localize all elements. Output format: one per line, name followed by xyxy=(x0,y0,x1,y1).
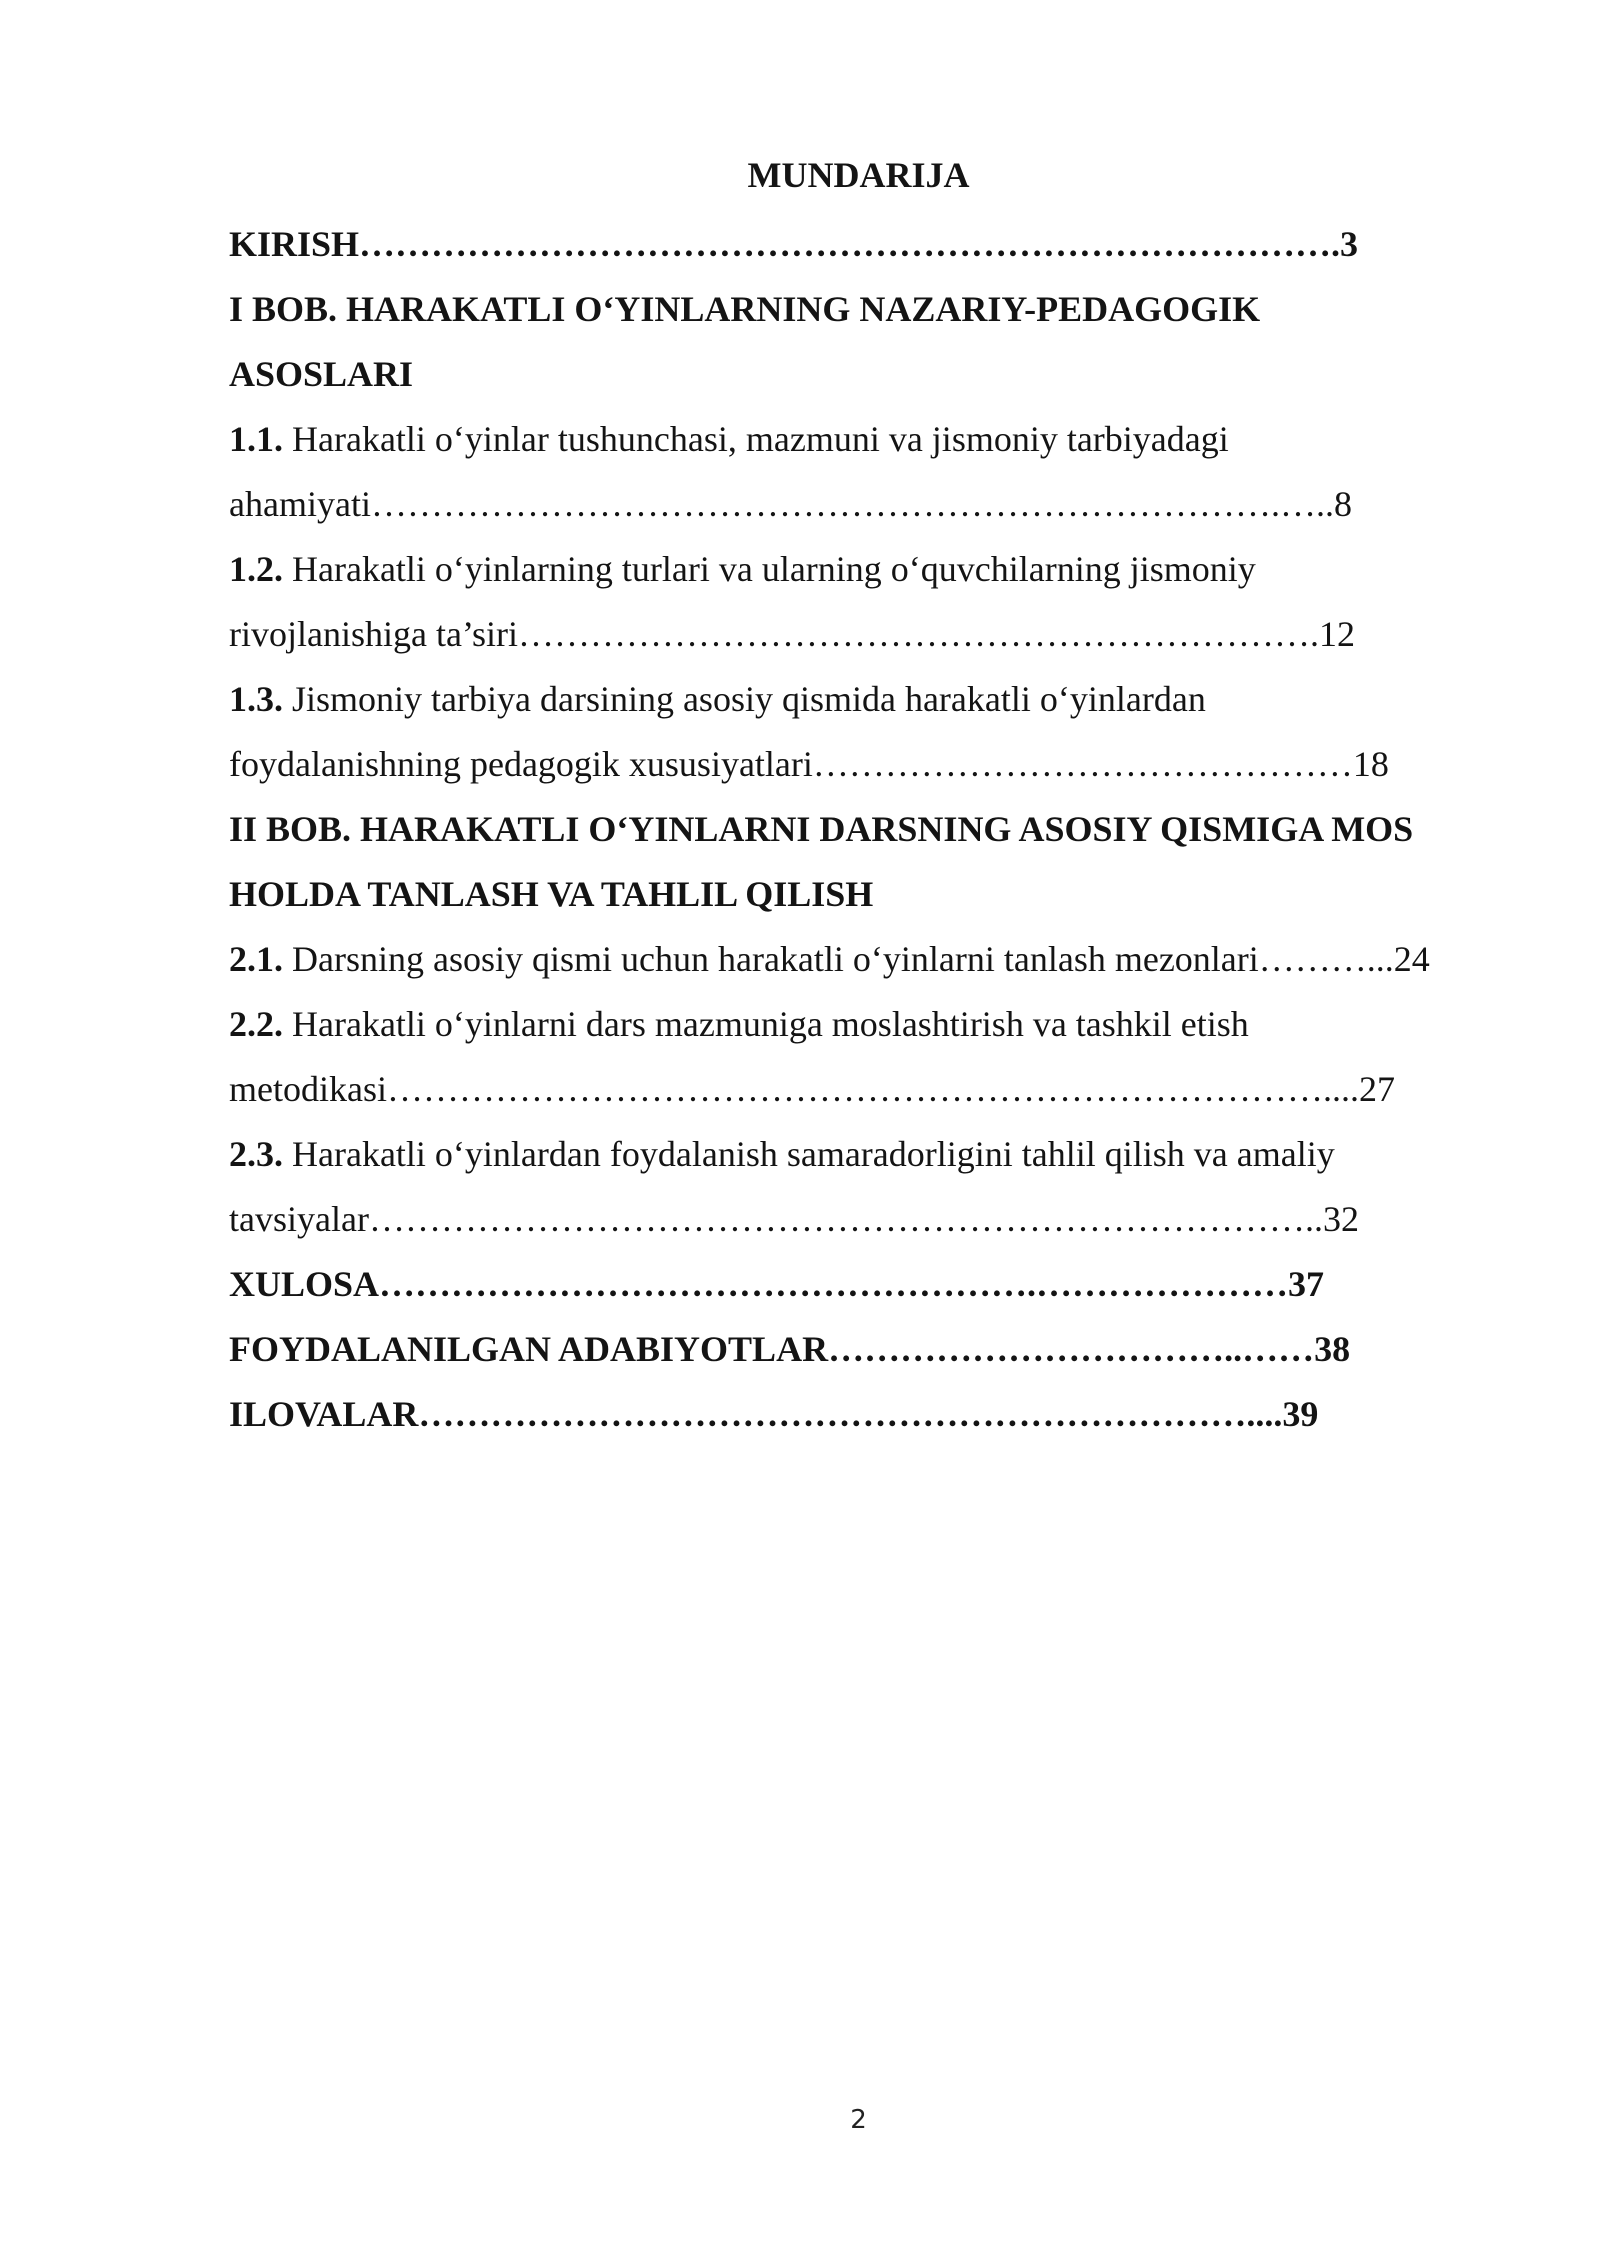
toc-entry-1-2-continued: rivojlanishiga ta’siri………………………………………………………….12 xyxy=(229,614,1355,654)
toc-chapter1-heading-line1: I BOB. HARAKATLI O‘YINLARNING NAZARIY-PEDAGOGIK xyxy=(229,289,1261,329)
section-number: 2.3. xyxy=(229,1134,283,1174)
page-number: 2 xyxy=(850,2105,867,2135)
section-title: Harakatli o‘yinlar tushunchasi, mazmuni va jismoniy tarbiyadagi xyxy=(283,419,1229,459)
toc-entry-2-1 xyxy=(229,927,1489,992)
page-title: MUNDARIJA xyxy=(747,155,970,195)
section-number: 1.3. xyxy=(229,679,283,719)
toc-chapter2-heading-line2: HOLDA TANLASH VA TAHLIL QILISH xyxy=(229,874,874,914)
section-title: Harakatli o‘yinlardan foydalanish samaradorligini tahlil qilish va amaliy xyxy=(283,1134,1335,1174)
section-number: 2.2. xyxy=(229,1004,283,1044)
toc-entry-1-3 xyxy=(229,667,1489,732)
toc-entry-1-1-continued: ahamiyati………………………………………………………………….…..8 xyxy=(229,484,1352,524)
toc-entry-xulosa: XULOSA……………………………………………….…………………37 xyxy=(229,1264,1325,1304)
section-title: Darsning asosiy qismi uchun harakatli o‘yinlarni tanlash mezonlari………...24 xyxy=(283,939,1430,979)
toc-entry-1-2 xyxy=(229,537,1489,602)
section-title: Harakatli o‘yinlarni dars mazmuniga moslashtirish va tashkil etish xyxy=(283,1004,1249,1044)
toc-entry-1-1 xyxy=(229,407,1489,472)
section-number: 2.1. xyxy=(229,939,283,979)
toc-entry-1-3-continued: foydalanishning pedagogik xususiyatlari………………………………………18 xyxy=(229,744,1389,784)
toc-chapter1-heading-line2: ASOSLARI xyxy=(229,354,414,394)
section-number: 1.2. xyxy=(229,549,283,589)
toc-entry-2-2-continued: metodikasi……………………………………………………………………....27 xyxy=(229,1069,1395,1109)
toc-entry-2-3-continued: tavsiyalar……………………………………………………………………..32 xyxy=(229,1199,1359,1239)
toc-entry-kirish: KIRISH……………………………………………………………………….3 xyxy=(229,224,1359,264)
toc-entry-adabiyotlar: FOYDALANILGAN ADABIYOTLAR……………………………..……38 xyxy=(229,1329,1351,1369)
table-of-contents xyxy=(229,212,1489,1447)
section-title: Harakatli o‘yinlarning turlari va ularning o‘quvchilarning jismoniy xyxy=(283,549,1256,589)
toc-entry-2-3 xyxy=(229,1122,1489,1187)
toc-entry-ilovalar: ILOVALAR……………………………………………………………....39 xyxy=(229,1394,1319,1434)
section-number: 1.1. xyxy=(229,419,283,459)
toc-chapter2-heading-line1: II BOB. HARAKATLI O‘YINLARNI DARSNING ASOSIY QISMIGA MOS xyxy=(229,809,1414,849)
section-title: Jismoniy tarbiya darsining asosiy qismida harakatli o‘yinlardan xyxy=(283,679,1206,719)
toc-entry-2-2 xyxy=(229,992,1489,1057)
